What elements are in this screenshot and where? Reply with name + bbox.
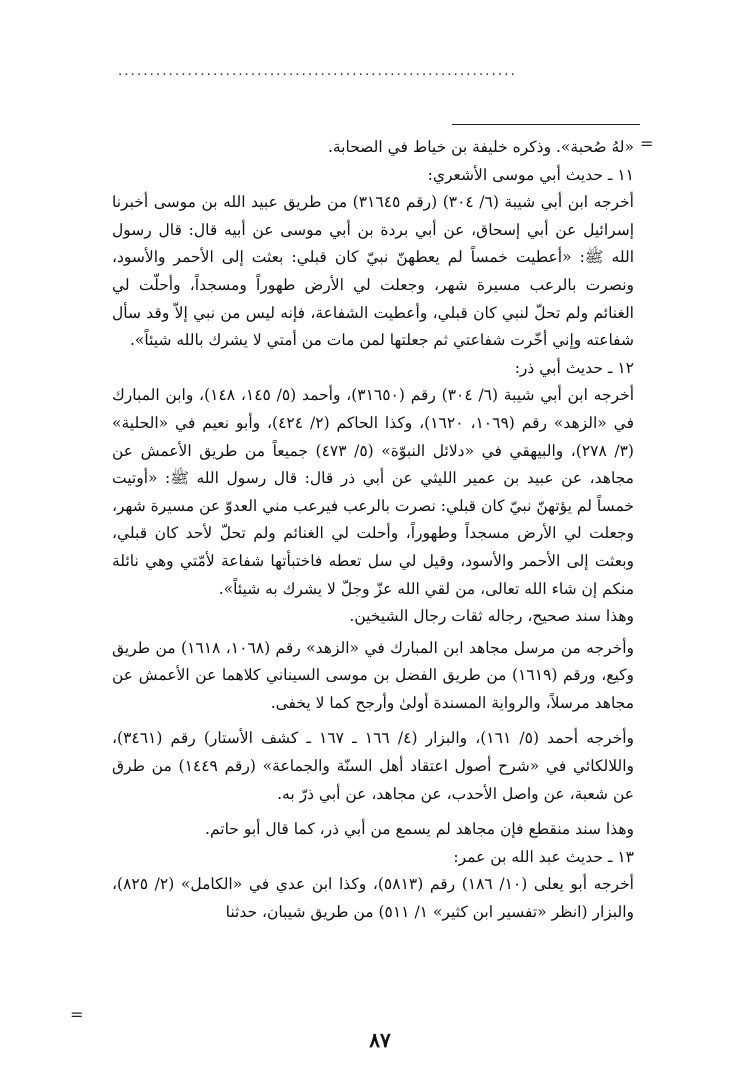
footnote-text bbox=[112, 134, 634, 927]
paragraph-hadith-11-takhrij: أخرجه ابن أبي شيبة (٦/ ٣٠٤) (رقم ٣١٦٤٥) من طريق عبيد الله بن موسى أخبرنا إسرائيل عن أبي إسحاق، عن أبي بردة بن أبي موسى عن أبيه قال: قال رسول الله ﷺ: «أعطيت خمساً لم يعطهنّ نبيّ كان قبلي: بعثت إلى الأحمر والأسود، ونصرت بالرعب مسيرة شهر، وجعلت لي الأرض طهوراً ومسجداً، وأحلّت لي الغنائم ولم تحلّ لنبي كان قبلي، وأعطيت الشفاعة، فإنه ليس من نبي إلاّ وقد سأل شفاعته وإني أخّرت شفاعتي ثم جعلتها لمن مات من أمتي لا يشرك بالله شيئاً». bbox=[112, 193, 634, 350]
footnote-rule bbox=[452, 124, 640, 125]
continuation-mark-top: = bbox=[640, 134, 654, 153]
heading-hadith-11: ١١ ـ حديث أبي موسى الأشعري: bbox=[427, 165, 634, 184]
paragraph-companion-note: «لهُ صُحبة». وذكره خليفة بن خياط في الصحابة. bbox=[327, 138, 634, 156]
heading-hadith-13: ١٣ ـ حديث عبد الله بن عمر: bbox=[453, 847, 634, 866]
continuation-mark-bottom: = bbox=[70, 1005, 84, 1024]
paragraph-hadith-12-takhrij: أخرجه ابن أبي شيبة (٦/ ٣٠٤) رقم (٣١٦٥٠)، وأحمد (٥/ ١٤٥، ١٤٨)، وابن المبارك في «الزهد» رقم (١٠٦٩، ١٦٢٠)، وكذا الحاكم (٢/ ٤٢٤)، وأبو نعيم في «الحلية» (٣/ ٢٧٨)، والبيهقي في «دلائل النبوّة» (٥/ ٤٧٣) جميعاً من طريق الأعمش عن مجاهد، عن عبيد بن عمير الليثي عن أبي ذر قال: قال رسول الله ﷺ: «أوتيت خمساً لم يؤتهنّ نبيّ كان قبلي: نصرت بالرعب فيرعب مني العدوّ عن مسيرة شهر، وجعلت لي الأرض مسجداً وطهوراً، وأحلت لي الغنائم ولم تحلّ لأحد كان قبلي، وبعثت إلى الأحمر والأسود، وقيل لي سل تعطه فاختبأتها شفاعة لأمّتي وهي نائلة منكم إن شاء الله تعالى، من لقي الله عزّ وجلّ لا يشرك به شيئاً». bbox=[112, 386, 635, 598]
paragraph-ahmad-bazzar: وأخرجه أحمد (٥/ ١٦١)، والبزار (٤/ ١٦٦ ـ ١٦٧ ـ كشف الأستار) رقم (٣٤٦١)، واللالكائي في «شرح أصول اعتقاد أهل السنّة والجماعة» (رقم ١٤٤٩) من طرق عن شعبة، عن واصل الأحدب، عن مجاهد، عن أبي ذرّ به. bbox=[112, 729, 635, 803]
paragraph-mursal-mujahid: وأخرجه من مرسل مجاهد ابن المبارك في «الزهد» رقم (١٠٦٨، ١٦١٨) من طريق وكيع، ورقم (١٦١٩) من طريق الفضل بن موسى السيناني كلاهما عن الأعمش عن مجاهد مرسلاً، والرواية المسندة أولىٰ وأرجح كما لا يخفى. bbox=[112, 638, 635, 712]
paragraph-hadith-13-takhrij: أخرجه أبو يعلى (١٠/ ١٨٦) رقم (٥٨١٣)، وكذا ابن عدي في «الكامل» (٢/ ٨٢٥)، والبزار (انظر «تفسير ابن كثير» ١/ ٥١١) من طريق شيبان، حدثنا bbox=[112, 875, 634, 922]
paragraph-munqati-note: وهذا سند منقطع فإن مجاهد لم يسمع من أبي ذر، كما قال أبو حاتم. bbox=[205, 820, 634, 839]
paragraph-isnad-grading: وهذا سند صحيح، رجاله ثقات رجال الشيخين. bbox=[349, 607, 634, 626]
heading-hadith-12: ١٢ ـ حديث أبي ذر: bbox=[514, 358, 634, 377]
page-number: ٨٧ bbox=[369, 1028, 391, 1052]
dotted-separator: ............................................................... bbox=[118, 64, 517, 79]
